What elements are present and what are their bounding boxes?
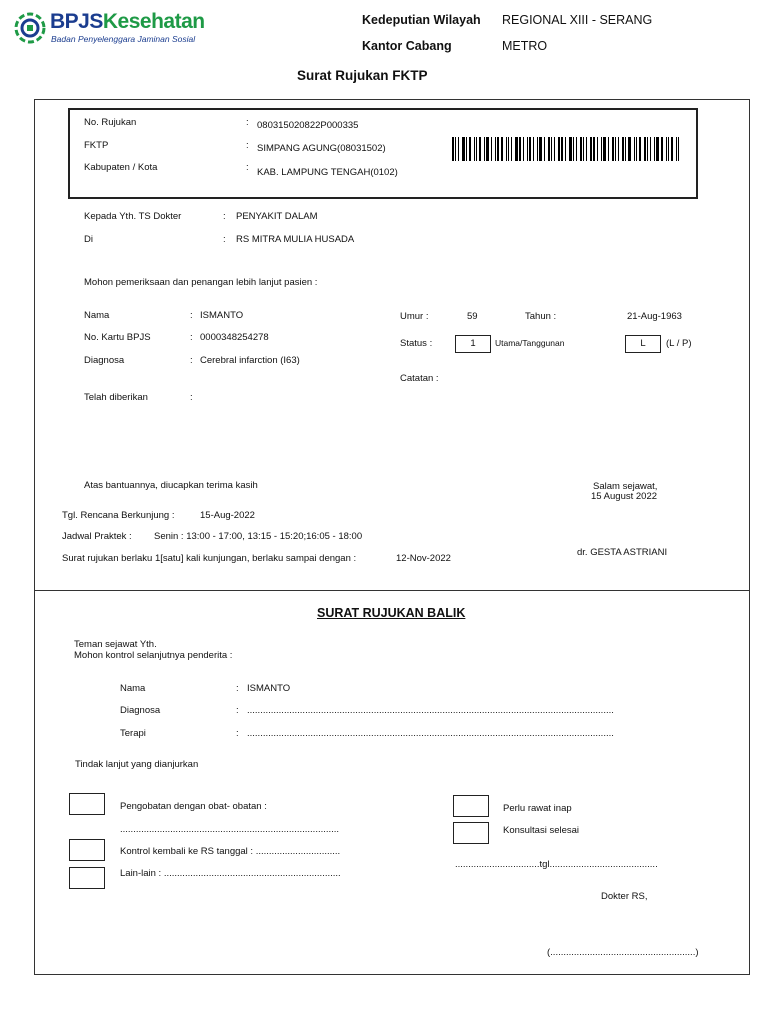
balik-diagnosa-dots: ........................................................................................................................................... [247,705,614,716]
status-value-box: 1 [455,335,491,353]
logo-title: BPJSKesehatan [50,10,205,33]
fktp-value: SIMPANG AGUNG(08031502) [257,143,386,154]
rencana-value: 15-Aug-2022 [200,510,255,521]
kepada-label: Kepada Yth. TS Dokter [84,211,182,222]
sex-value-box: L [625,335,661,353]
telah-diberikan-label: Telah diberikan [84,392,148,403]
checkbox-kontrol[interactable] [69,839,105,861]
signature-line: (.......................................................) [547,947,699,958]
jadwal-label: Jadwal Praktek : [62,531,132,542]
colon: : [236,705,239,716]
berlaku-value: 12-Nov-2022 [396,553,451,564]
kepada-value: PENYAKIT DALAM [236,211,318,222]
colon: : [246,162,249,173]
di-label: Di [84,234,93,245]
tahun-label: Tahun : [525,311,557,322]
colon: : [190,355,193,366]
balik-terapi-dots: ........................................................................................................................................... [247,728,614,739]
tindak-lanjut-label: Tindak lanjut yang dianjurkan [75,759,199,770]
umur-label: Umur : [400,311,429,322]
wilayah-label: Kedeputian Wilayah [362,13,481,27]
balik-nama-label: Nama [120,683,146,694]
wilayah-value: REGIONAL XIII - SERANG [502,13,653,27]
balik-terapi-label: Terapi [120,728,146,739]
colon: : [190,392,193,403]
colon: : [190,332,193,343]
thanks-text: Atas bantuannya, diucapkan terima kasih [84,480,258,491]
kartu-label: No. Kartu BPJS [84,332,151,343]
berlaku-text: Surat rujukan berlaku 1[satu] kali kunjungan, berlaku sampai dengan : [62,553,357,564]
doctor-name: dr. GESTA ASTRIANI [577,547,668,558]
option-pengobatan-dots: ................................................................................... [120,824,340,835]
dokter-rs-label: Dokter RS, [601,891,648,902]
document-frame [34,99,750,975]
status-label: Status : [400,338,433,349]
balik-title: SURAT RUJUKAN BALIK [317,606,466,620]
colon: : [236,728,239,739]
colon: : [246,117,249,128]
fktp-label: FKTP [84,140,109,151]
request-text: Mohon pemeriksaan dan penangan lebih lanjut pasien : [84,277,318,288]
checkbox-pengobatan[interactable] [69,793,105,815]
option-lain-lain: Lain-lain : ................................................................... [120,868,341,879]
tahun-value: 21-Aug-1963 [627,311,682,322]
status-desc: Utama/Tanggunan [495,338,565,348]
di-value: RS MITRA MULIA HUSADA [236,234,355,245]
checkbox-lain-lain[interactable] [69,867,105,889]
rencana-label: Tgl. Rencana Berkunjung : [62,510,175,521]
salam-text: Salam sejawat, [593,481,658,492]
colon: : [246,140,249,151]
cabang-label: Kantor Cabang [362,39,452,53]
umur-value: 59 [467,311,478,322]
bpjs-emblem-icon [14,12,46,44]
option-rawat-inap: Perlu rawat inap [503,803,572,814]
option-konsultasi-selesai: Konsultasi selesai [503,825,580,836]
tanggal-line: ................................tgl......................................... [455,859,658,870]
option-kontrol: Kontrol kembali ke RS tanggal : ................................ [120,846,341,857]
option-pengobatan: Pengobatan dengan obat- obatan : [120,801,267,812]
colon: : [223,211,226,222]
no-rujukan-value: 080315020822P000335 [257,120,359,131]
checkbox-konsultasi-selesai[interactable] [453,822,489,844]
page-title: Surat Rujukan FKTP [297,68,428,83]
greeting-line-2: Mohon kontrol selanjutnya penderita : [74,650,233,661]
no-rujukan-label: No. Rujukan [84,117,137,128]
catatan-label: Catatan : [400,373,439,384]
greeting-line-1: Teman sejawat Yth. [74,639,157,650]
balik-nama-value: ISMANTO [247,683,291,694]
kartu-value: 0000348254278 [200,332,269,343]
jadwal-value: Senin : 13:00 - 17:00, 13:15 - 15:20;16:05 - 18:00 [154,531,363,542]
cabang-value: METRO [502,39,548,53]
logo-tagline: Badan Penyelenggara Jaminan Sosial [51,34,196,44]
colon: : [223,234,226,245]
bpjs-logo [14,10,204,46]
nama-label: Nama [84,310,110,321]
kabupaten-label: Kabupaten / Kota [84,162,158,173]
checkbox-rawat-inap[interactable] [453,795,489,817]
colon: : [236,683,239,694]
barcode-image [452,137,684,161]
diagnosa-label: Diagnosa [84,355,125,366]
sex-desc: (L / P) [666,338,692,349]
nama-value: ISMANTO [200,310,244,321]
balik-diagnosa-label: Diagnosa [120,705,161,716]
section-divider [34,590,750,591]
kabupaten-value: KAB. LAMPUNG TENGAH(0102) [257,167,398,178]
diagnosa-value: Cerebral infarction (I63) [200,355,300,366]
colon: : [190,310,193,321]
letter-date: 15 August 2022 [591,491,658,502]
